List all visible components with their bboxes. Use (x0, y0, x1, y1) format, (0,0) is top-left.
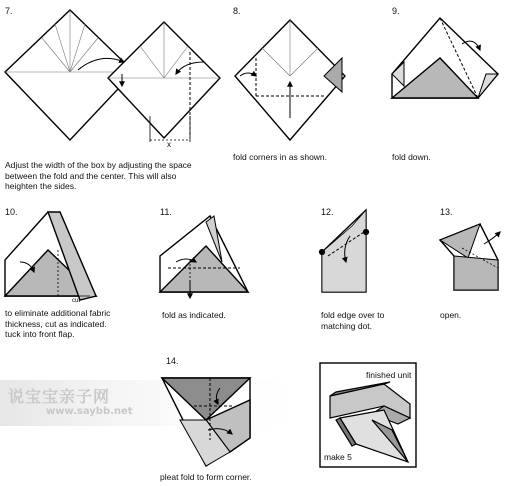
caption-line: fold edge over to (321, 310, 385, 320)
watermark-url: www.saybb.net (46, 406, 133, 417)
step-9-number: 9. (392, 6, 400, 16)
step-7-number: 7. (5, 6, 13, 16)
step-8-diagram (235, 20, 345, 140)
caption-line: thickness, cut as indicated. (5, 318, 107, 329)
step-14-number: 14. (166, 356, 179, 366)
caption-line: between the fold and the center. This will also (5, 170, 177, 181)
caption-line: open. (440, 310, 462, 320)
step-10-diagram (5, 212, 96, 300)
caption-line: fold down. (392, 152, 431, 162)
step-13-diagram (440, 224, 500, 290)
make-count-note: make 5 (324, 452, 352, 462)
step-13-number: 13. (440, 207, 453, 217)
cut-marker: cut (72, 298, 81, 304)
step-12-diagram (320, 210, 369, 292)
caption-line: fold as indicated. (162, 310, 226, 320)
step-11-number: 11. (160, 207, 172, 217)
caption-line: matching dot. (321, 320, 373, 331)
caption-line: fold corners in as shown. (233, 152, 328, 162)
step-10-number: 10. (5, 207, 18, 217)
watermark-text: 说宝宝亲子网 (8, 387, 111, 406)
caption-line: to eliminate additional fabric (5, 308, 111, 318)
finished-unit-title: finished unit (366, 370, 412, 380)
caption-line: pleat fold to form corner. (160, 472, 252, 482)
caption-line: tuck into front flap. (5, 329, 75, 339)
step-11-diagram (160, 216, 248, 300)
step-8-number: 8. (233, 6, 241, 16)
caption-line: Adjust the width of the box by adjusting the space (5, 160, 192, 170)
x-marker: x (167, 140, 171, 149)
caption-line: heighten the sides. (5, 181, 77, 191)
step-9-diagram (392, 18, 498, 98)
step-7-diagram (5, 10, 220, 142)
step-12-number: 12. (321, 207, 334, 217)
